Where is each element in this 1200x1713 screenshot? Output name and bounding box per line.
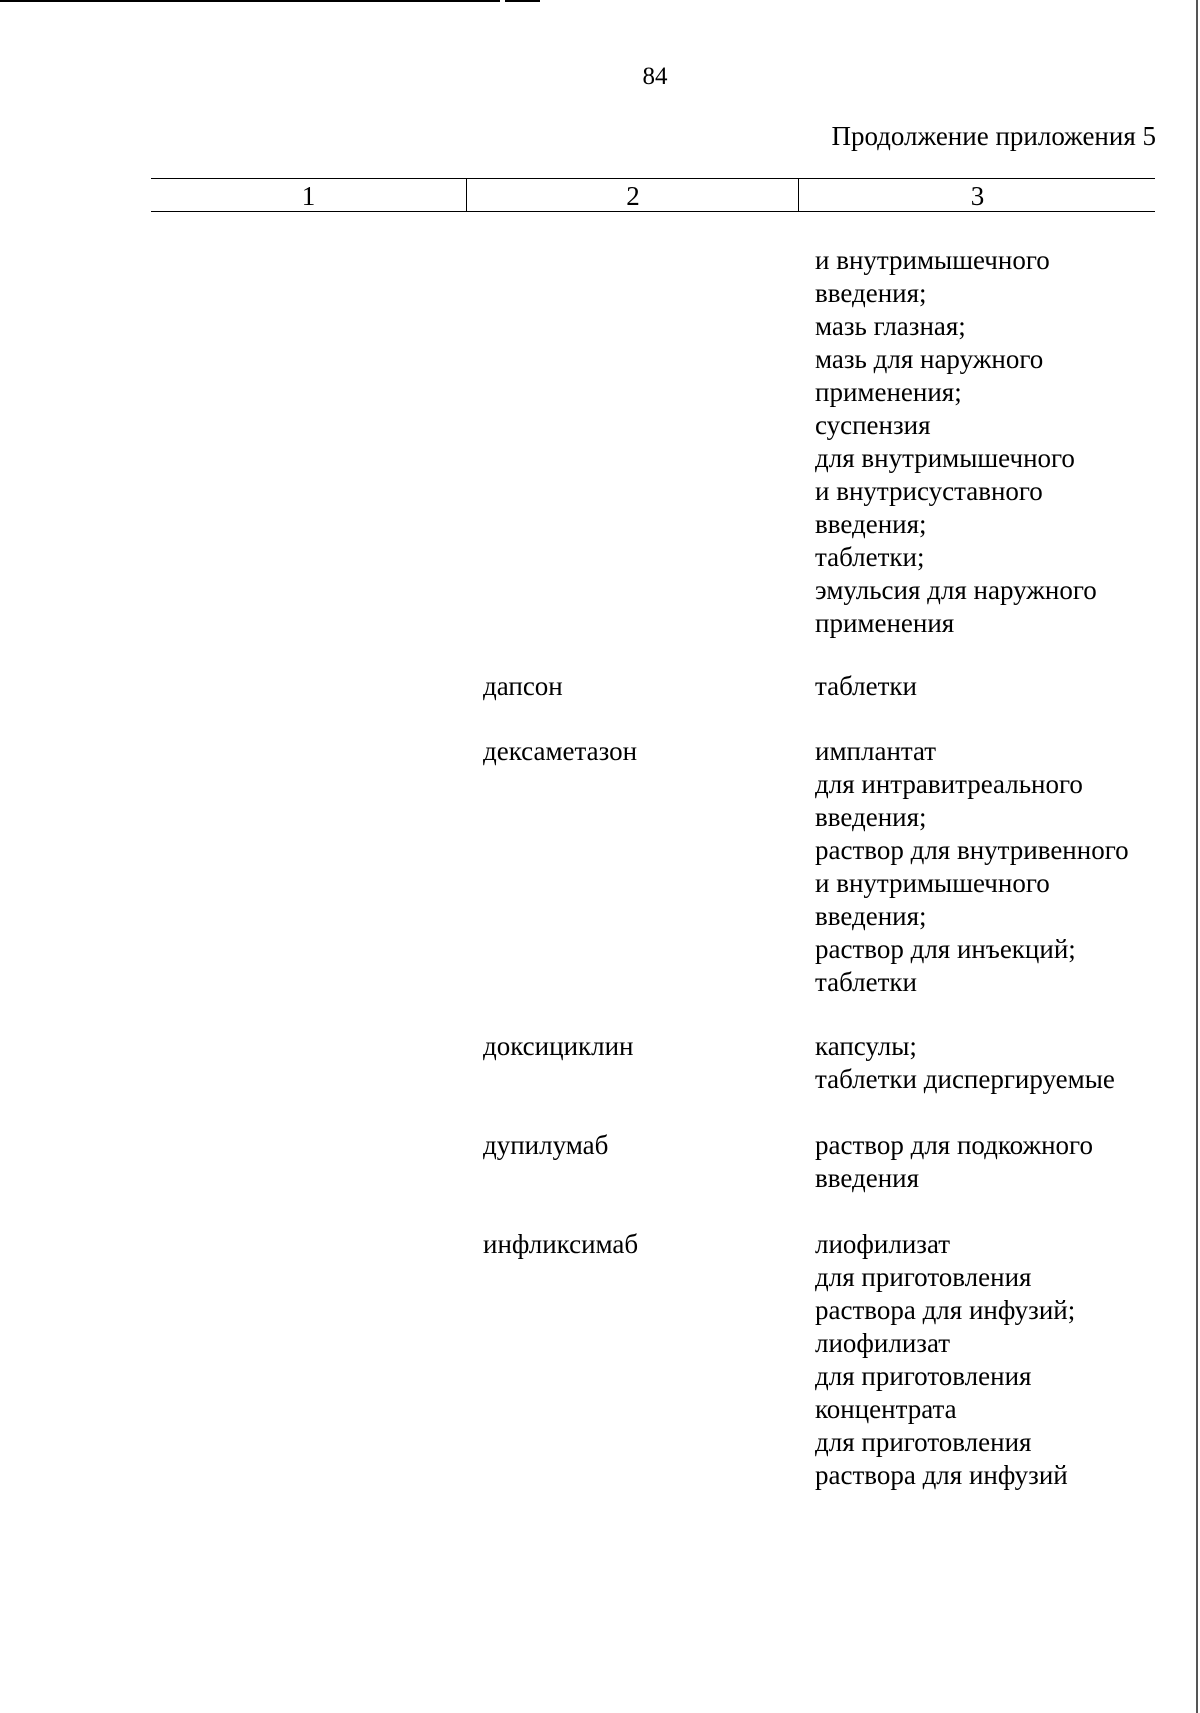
form-line: и внутрисуставного [815,476,1043,506]
continued-forms [815,244,1097,640]
header-col-3: 3 [798,179,1156,211]
form-line: для интравитреального [815,769,1083,799]
drug-name: дексаметазон [483,736,638,766]
form-line: имплантат [815,736,937,766]
form-line: раствора для инфузий; [815,1295,1076,1325]
drug-forms [815,1129,1093,1195]
form-line: таблетки [815,671,918,701]
scan-edge-top-right [505,0,540,2]
drug-forms [815,1030,1115,1096]
form-line: введения; [815,278,927,308]
table-header [151,178,1155,212]
header-col-2: 2 [466,179,799,211]
form-line: лиофилизат [815,1328,951,1358]
form-line: введения; [815,901,927,931]
header-col-1: 1 [301,181,316,211]
form-line: и внутримышечного [815,245,1050,275]
form-line: введения; [815,509,927,539]
form-line: таблетки; [815,542,925,572]
form-line: эмульсия для наружного [815,575,1097,605]
drug-name: доксициклин [483,1031,634,1061]
form-line: введения; [815,802,927,832]
form-line: для приготовления [815,1262,1032,1292]
form-line: раствор для инъекций; [815,934,1076,964]
form-line: раствора для инфузий [815,1460,1068,1490]
form-line: капсулы; [815,1031,917,1061]
drug-forms [815,735,1129,999]
form-line: мазь для наружного [815,344,1044,374]
form-line: таблетки диспергируемые [815,1064,1115,1094]
form-line: концентрата [815,1394,957,1424]
form-line: и внутримышечного [815,868,1050,898]
form-line: суспензия [815,410,931,440]
form-line: таблетки [815,967,918,997]
form-line: применения; [815,377,962,407]
form-line: для приготовления [815,1427,1032,1457]
form-line: применения [815,608,955,638]
form-line: введения [815,1163,920,1193]
continuation-label: Продолжение приложения 5 [831,121,1156,151]
drug-name: дупилумаб [483,1130,609,1160]
page-number: 84 [642,63,668,90]
form-line: лиофилизат [815,1229,951,1259]
drug-forms [815,670,917,703]
scan-edge-top [0,0,500,2]
drug-name: дапсон [483,671,563,701]
form-line: для приготовления [815,1361,1032,1391]
drug-forms [815,1228,1075,1492]
form-line: раствор для внутривенного [815,835,1129,865]
form-line: мазь глазная; [815,311,966,341]
scan-edge-right [1196,0,1198,1713]
form-line: раствор для подкожного [815,1130,1093,1160]
form-line: для внутримышечного [815,443,1075,473]
drug-name: инфликсимаб [483,1229,639,1259]
